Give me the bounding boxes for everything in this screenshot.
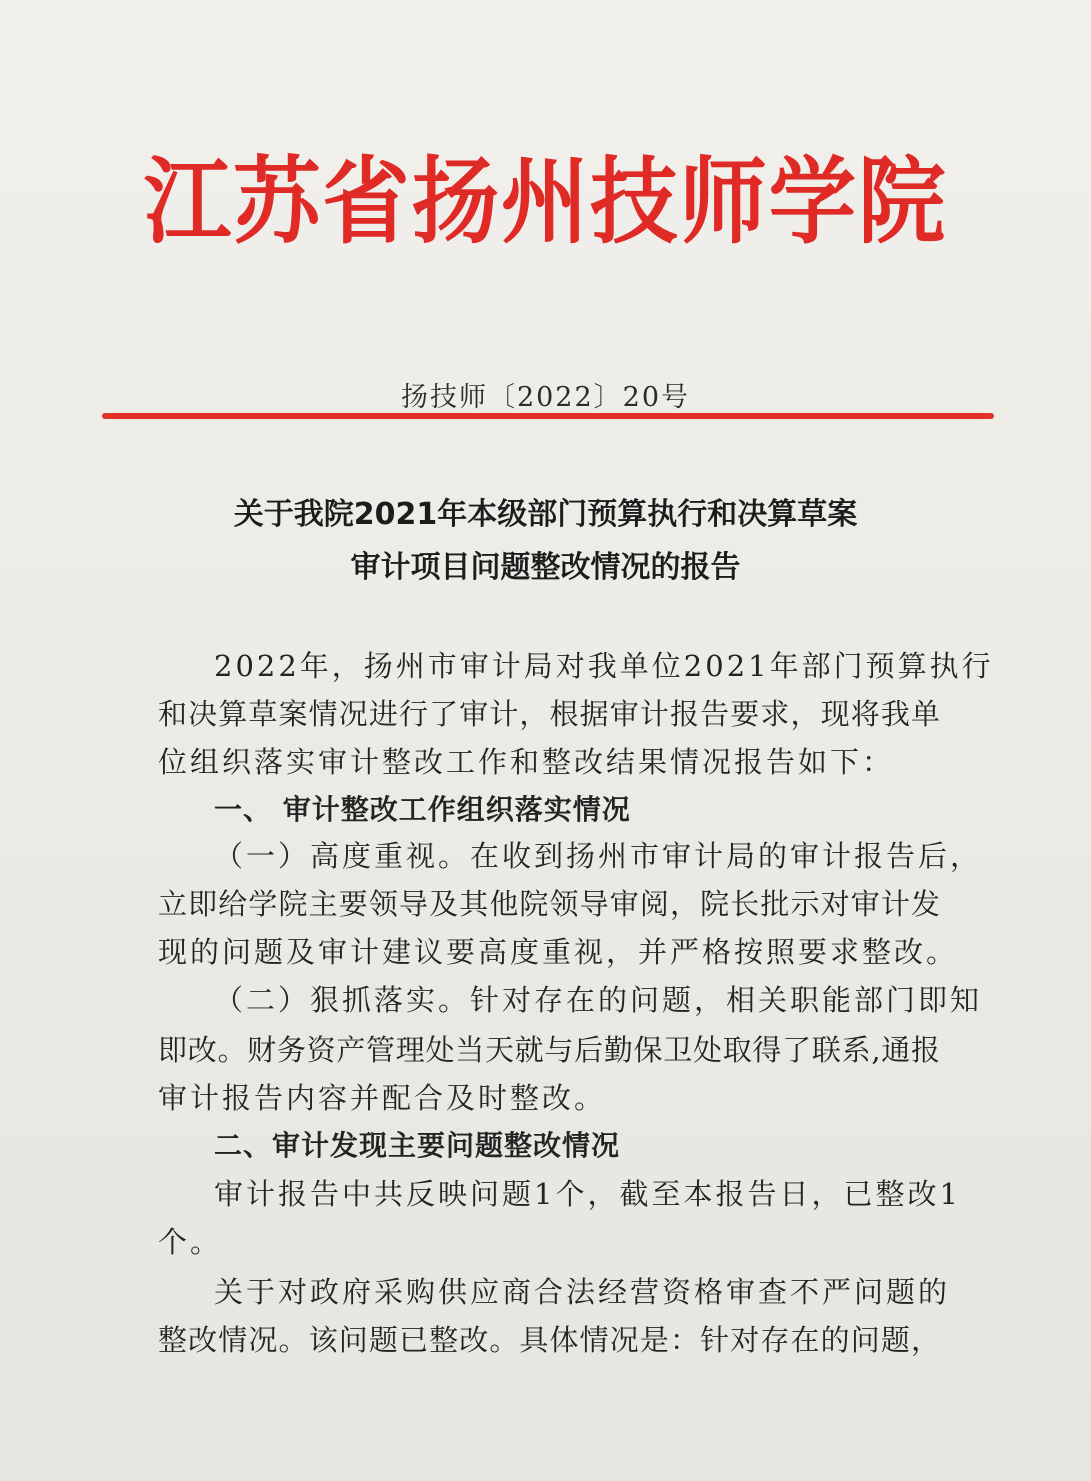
body-line: （一）高度重视。在收到扬州市审计局的审计报告后， bbox=[214, 839, 983, 873]
report-title-line-2: 审计项目问题整改情况的报告 bbox=[350, 550, 741, 585]
body-line: 现的问题及审计建议要高度重视，并严格按照要求整改。 bbox=[158, 935, 959, 969]
body-line: 审计报告内容并配合及时整改。 bbox=[158, 1081, 607, 1115]
body-line: 和决算草案情况进行了审计，根据审计报告要求，现将我单 bbox=[158, 697, 940, 731]
body-line: 整改情况。该问题已整改。具体情况是：针对存在的问题， bbox=[158, 1323, 940, 1357]
body-line: 关于对政府采购供应商合法经营资格审查不严问题的 bbox=[214, 1275, 951, 1309]
body-line: 2022年，扬州市审计局对我单位2021年部门预算执行 bbox=[214, 649, 994, 683]
org-title: 江苏省扬州技师学院 bbox=[143, 148, 948, 257]
document-number: 扬技师〔2022〕20号 bbox=[400, 382, 691, 413]
red-divider-line bbox=[102, 413, 994, 419]
body-line: 位组织落实审计整改工作和整改结果情况报告如下： bbox=[158, 745, 895, 779]
section-heading-2: 二、审计发现主要问题整改情况 bbox=[214, 1129, 621, 1162]
section-heading-1: 一、 审计整改工作组织落实情况 bbox=[214, 793, 631, 826]
body-line: 审计报告中共反映问题1个，截至本报告日，已整改1 bbox=[214, 1177, 961, 1211]
body-line: 个。 bbox=[158, 1225, 223, 1259]
report-title-line-1: 关于我院2021年本级部门预算执行和决算草案 bbox=[233, 497, 858, 532]
body-line: 即改。财务资产管理处当天就与后勤保卫处取得了联系,通报 bbox=[158, 1033, 940, 1067]
body-line: 立即给学院主要领导及其他院领导审阅，院长批示对审计发 bbox=[158, 887, 940, 921]
body-line: （二）狠抓落实。针对存在的问题，相关职能部门即知 bbox=[214, 983, 983, 1017]
